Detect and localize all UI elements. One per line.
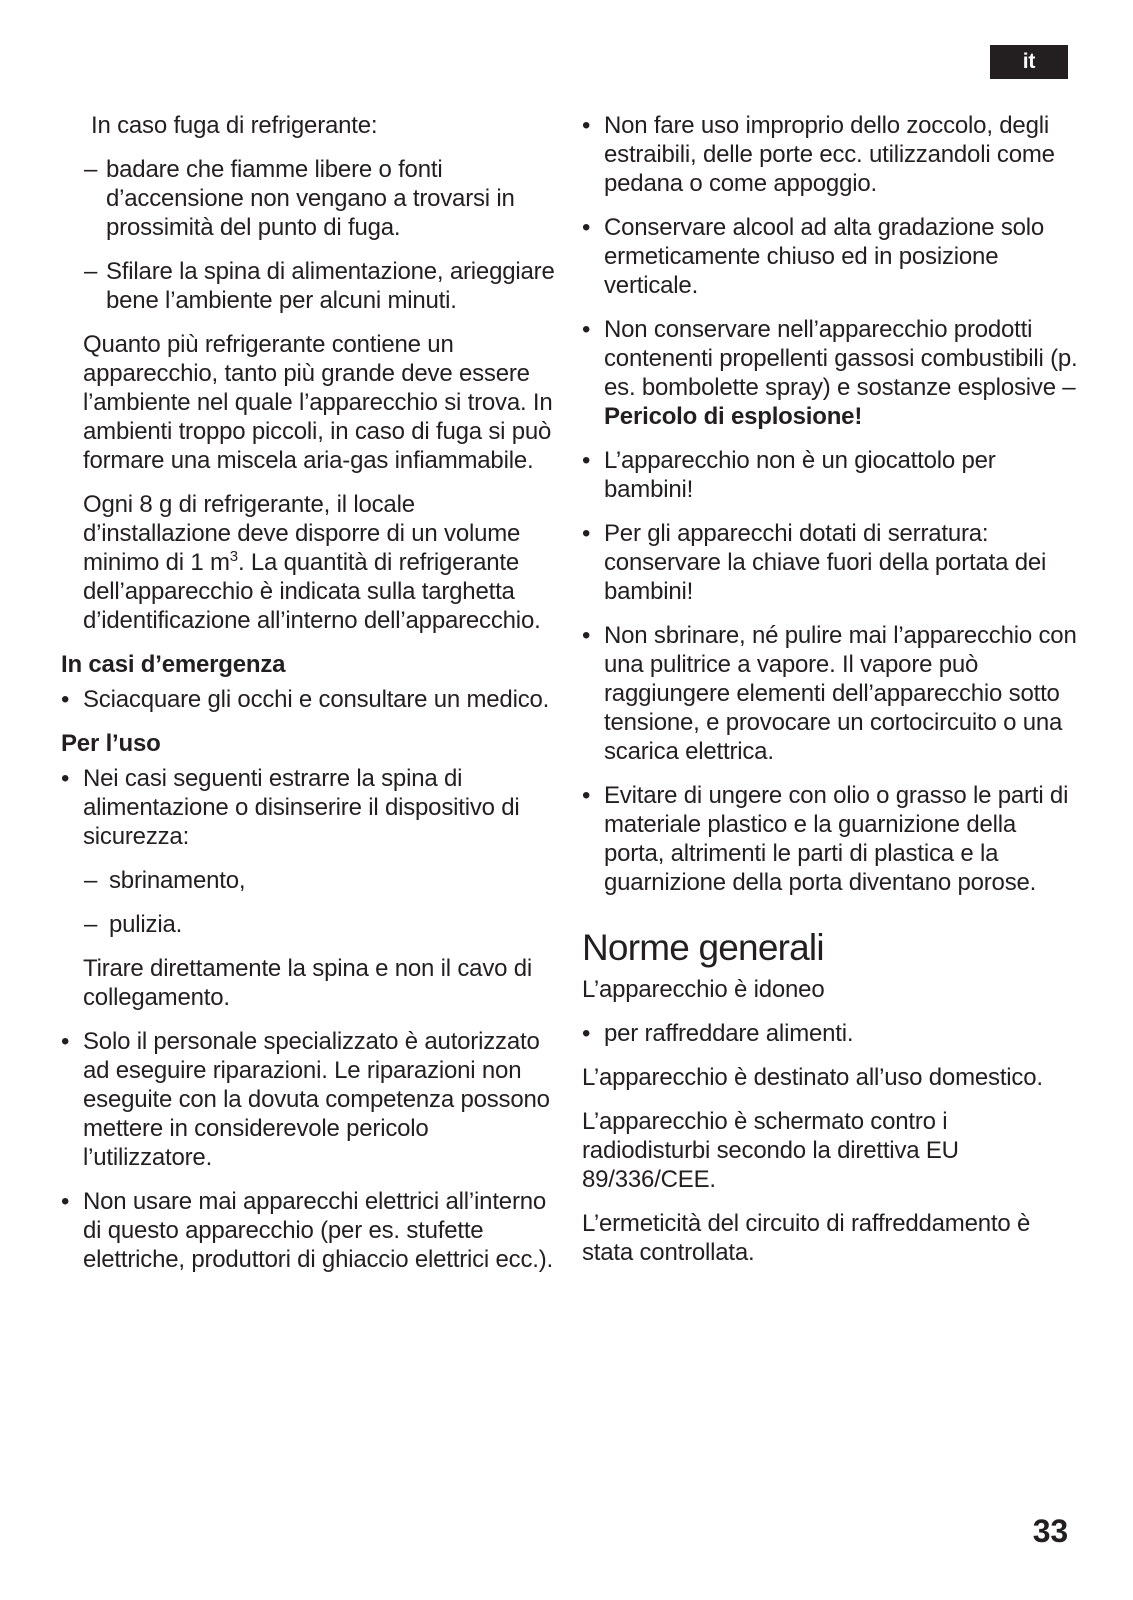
leak-dash-text: Sfilare la spina di alimentazione, arieggiare bene l’ambiente per alcuni minuti.: [106, 258, 555, 314]
bullet-marker: •: [582, 520, 591, 547]
safety-bullet-item: [582, 446, 1078, 504]
volume-text-b: . La quantità di refrigerante dell’apparecchio è indicata sulla targhetta d’identificazione all’interno dell’apparecchio.: [83, 549, 541, 634]
explosion-danger-label: Pericolo di esplosione!: [604, 403, 863, 430]
leak-dash-text: badare che fiamme libere o fonti d’accensione non vengano a trovarsi in prossimità del punto di fuga.: [106, 156, 515, 241]
bullet-marker: •: [61, 765, 70, 792]
volume-paragraph: [61, 490, 561, 635]
general-bullet-text: per raffreddare alimenti.: [604, 1020, 854, 1047]
use-dash-item: [61, 866, 561, 895]
safety-bullet-item: [582, 111, 1078, 198]
use-bullet-item: [61, 764, 561, 851]
safety-bullet-text: [604, 316, 1078, 430]
plug-paragraph: Tirare direttamente la spina e non il cavo di collegamento.: [83, 955, 533, 1011]
safety-bullet-text: Per gli apparecchi dotati di serratura: conservare la chiave fuori della portata dei bambini!: [604, 520, 1047, 605]
bullet-marker: •: [582, 112, 591, 139]
safety-bullet-text: Evitare di ungere con olio o grasso le parti di materiale plastico e la guarnizione della porta, altrimenti le parti di plastica e la guarnizione della porta diventano porose.: [604, 782, 1069, 896]
use-heading: Per l’uso: [61, 730, 161, 757]
use-bullet-text: Nei casi seguenti estrarre la spina di alimentazione o disinserire il dispositivo di sicurezza:: [83, 765, 520, 850]
use-bullet-item: [61, 1187, 561, 1274]
general-bullet-item: [582, 1019, 1078, 1048]
safety-bullet-item: [582, 315, 1078, 431]
use-dash-item: [61, 910, 561, 939]
leak-intro: In caso fuga di refrigerante:: [91, 112, 378, 139]
safety-bullet-text: Conservare alcool ad alta gradazione solo ermeticamente chiuso ed in posizione verticale.: [604, 214, 1045, 299]
language-tab: it: [990, 45, 1068, 79]
bullet-marker: •: [582, 447, 591, 474]
dash-marker: –: [84, 156, 98, 183]
safety-bullet-item: [582, 213, 1078, 300]
room-size-paragraph: Quanto più refrigerante contiene un apparecchio, tanto più grande deve essere l’ambiente nel quale l’apparecchio si trova. In ambienti troppo piccoli, in caso di fuga si può formare una miscela aria-gas infiammabile.: [83, 331, 553, 474]
bullet-marker: •: [61, 1188, 70, 1215]
bullet-marker: •: [582, 622, 591, 649]
page-number: 33: [1032, 1513, 1068, 1549]
general-paragraph: L’apparecchio è destinato all’uso domestico.: [582, 1064, 1043, 1091]
safety-bullet-text: Non sbrinare, né pulire mai l’apparecchio con una pulitrice a vapore. Il vapore può raggiungere elementi dell’apparecchio sotto tensione, e provocare un cortocircuito o una scarica elettrica.: [604, 622, 1077, 765]
bullet-marker: •: [582, 214, 591, 241]
general-paragraph: L’apparecchio è schermato contro i radiodisturbi secondo la direttiva EU 89/336/CEE.: [582, 1108, 959, 1193]
bullet-marker: •: [61, 686, 70, 713]
use-bullet-text: Non usare mai apparecchi elettrici all’interno di questo apparecchio (per es. stufette elettriche, produttori di ghiaccio elettrici ecc.).: [83, 1188, 554, 1273]
right-column: [582, 111, 1078, 1282]
superscript-3: 3: [229, 548, 238, 565]
left-column: [61, 111, 561, 1289]
leak-dash-item: [61, 257, 561, 315]
dash-marker: –: [84, 867, 98, 894]
leak-dash-item: [61, 155, 561, 242]
emergency-heading: In casi d’emergenza: [61, 651, 286, 678]
emergency-bullet-text: Sciacquare gli occhi e consultare un medico.: [83, 686, 550, 713]
safety-bullet-text: L’apparecchio non è un giocattolo per bambini!: [604, 447, 996, 503]
use-bullet-text: Solo il personale specializzato è autorizzato ad eseguire riparazioni. Le riparazioni non eseguite con la dovuta competenza possono mettere in considerevole pericolo l’utilizzatore.: [83, 1028, 550, 1171]
safety-bullet-text: Non fare uso improprio dello zoccolo, degli estraibili, delle porte ecc. utilizzandoli come pedana o come appoggio.: [604, 112, 1055, 197]
safety-bullet-item: [582, 781, 1078, 897]
volume-text-a: Ogni 8 g di refrigerante, il locale d’installazione deve disporre di un volume minimo di 1 m: [83, 491, 521, 576]
bullet-marker: •: [582, 316, 591, 343]
use-bullet-item: [61, 1027, 561, 1172]
bullet-marker: •: [61, 1028, 70, 1055]
section-heading: Norme generali: [582, 927, 824, 968]
safety-bullet-item: [582, 621, 1078, 766]
use-dash-text: pulizia.: [109, 911, 183, 938]
use-dash-text: sbrinamento,: [109, 867, 246, 894]
explosive-warning-text: Non conservare nell’apparecchio prodotti contenenti propellenti gassosi combustibili (p. es. bombolette spray) e sostanze esplosive –: [604, 316, 1078, 401]
safety-bullet-item: [582, 519, 1078, 606]
dash-marker: –: [84, 258, 98, 285]
bullet-marker: •: [582, 782, 591, 809]
general-paragraph: L’apparecchio è idoneo: [582, 976, 825, 1003]
dash-marker: –: [84, 911, 98, 938]
bullet-marker: •: [582, 1020, 591, 1047]
general-paragraph: L’ermeticità del circuito di raffreddamento è stata controllata.: [582, 1210, 1031, 1266]
emergency-bullet-item: [61, 685, 561, 714]
